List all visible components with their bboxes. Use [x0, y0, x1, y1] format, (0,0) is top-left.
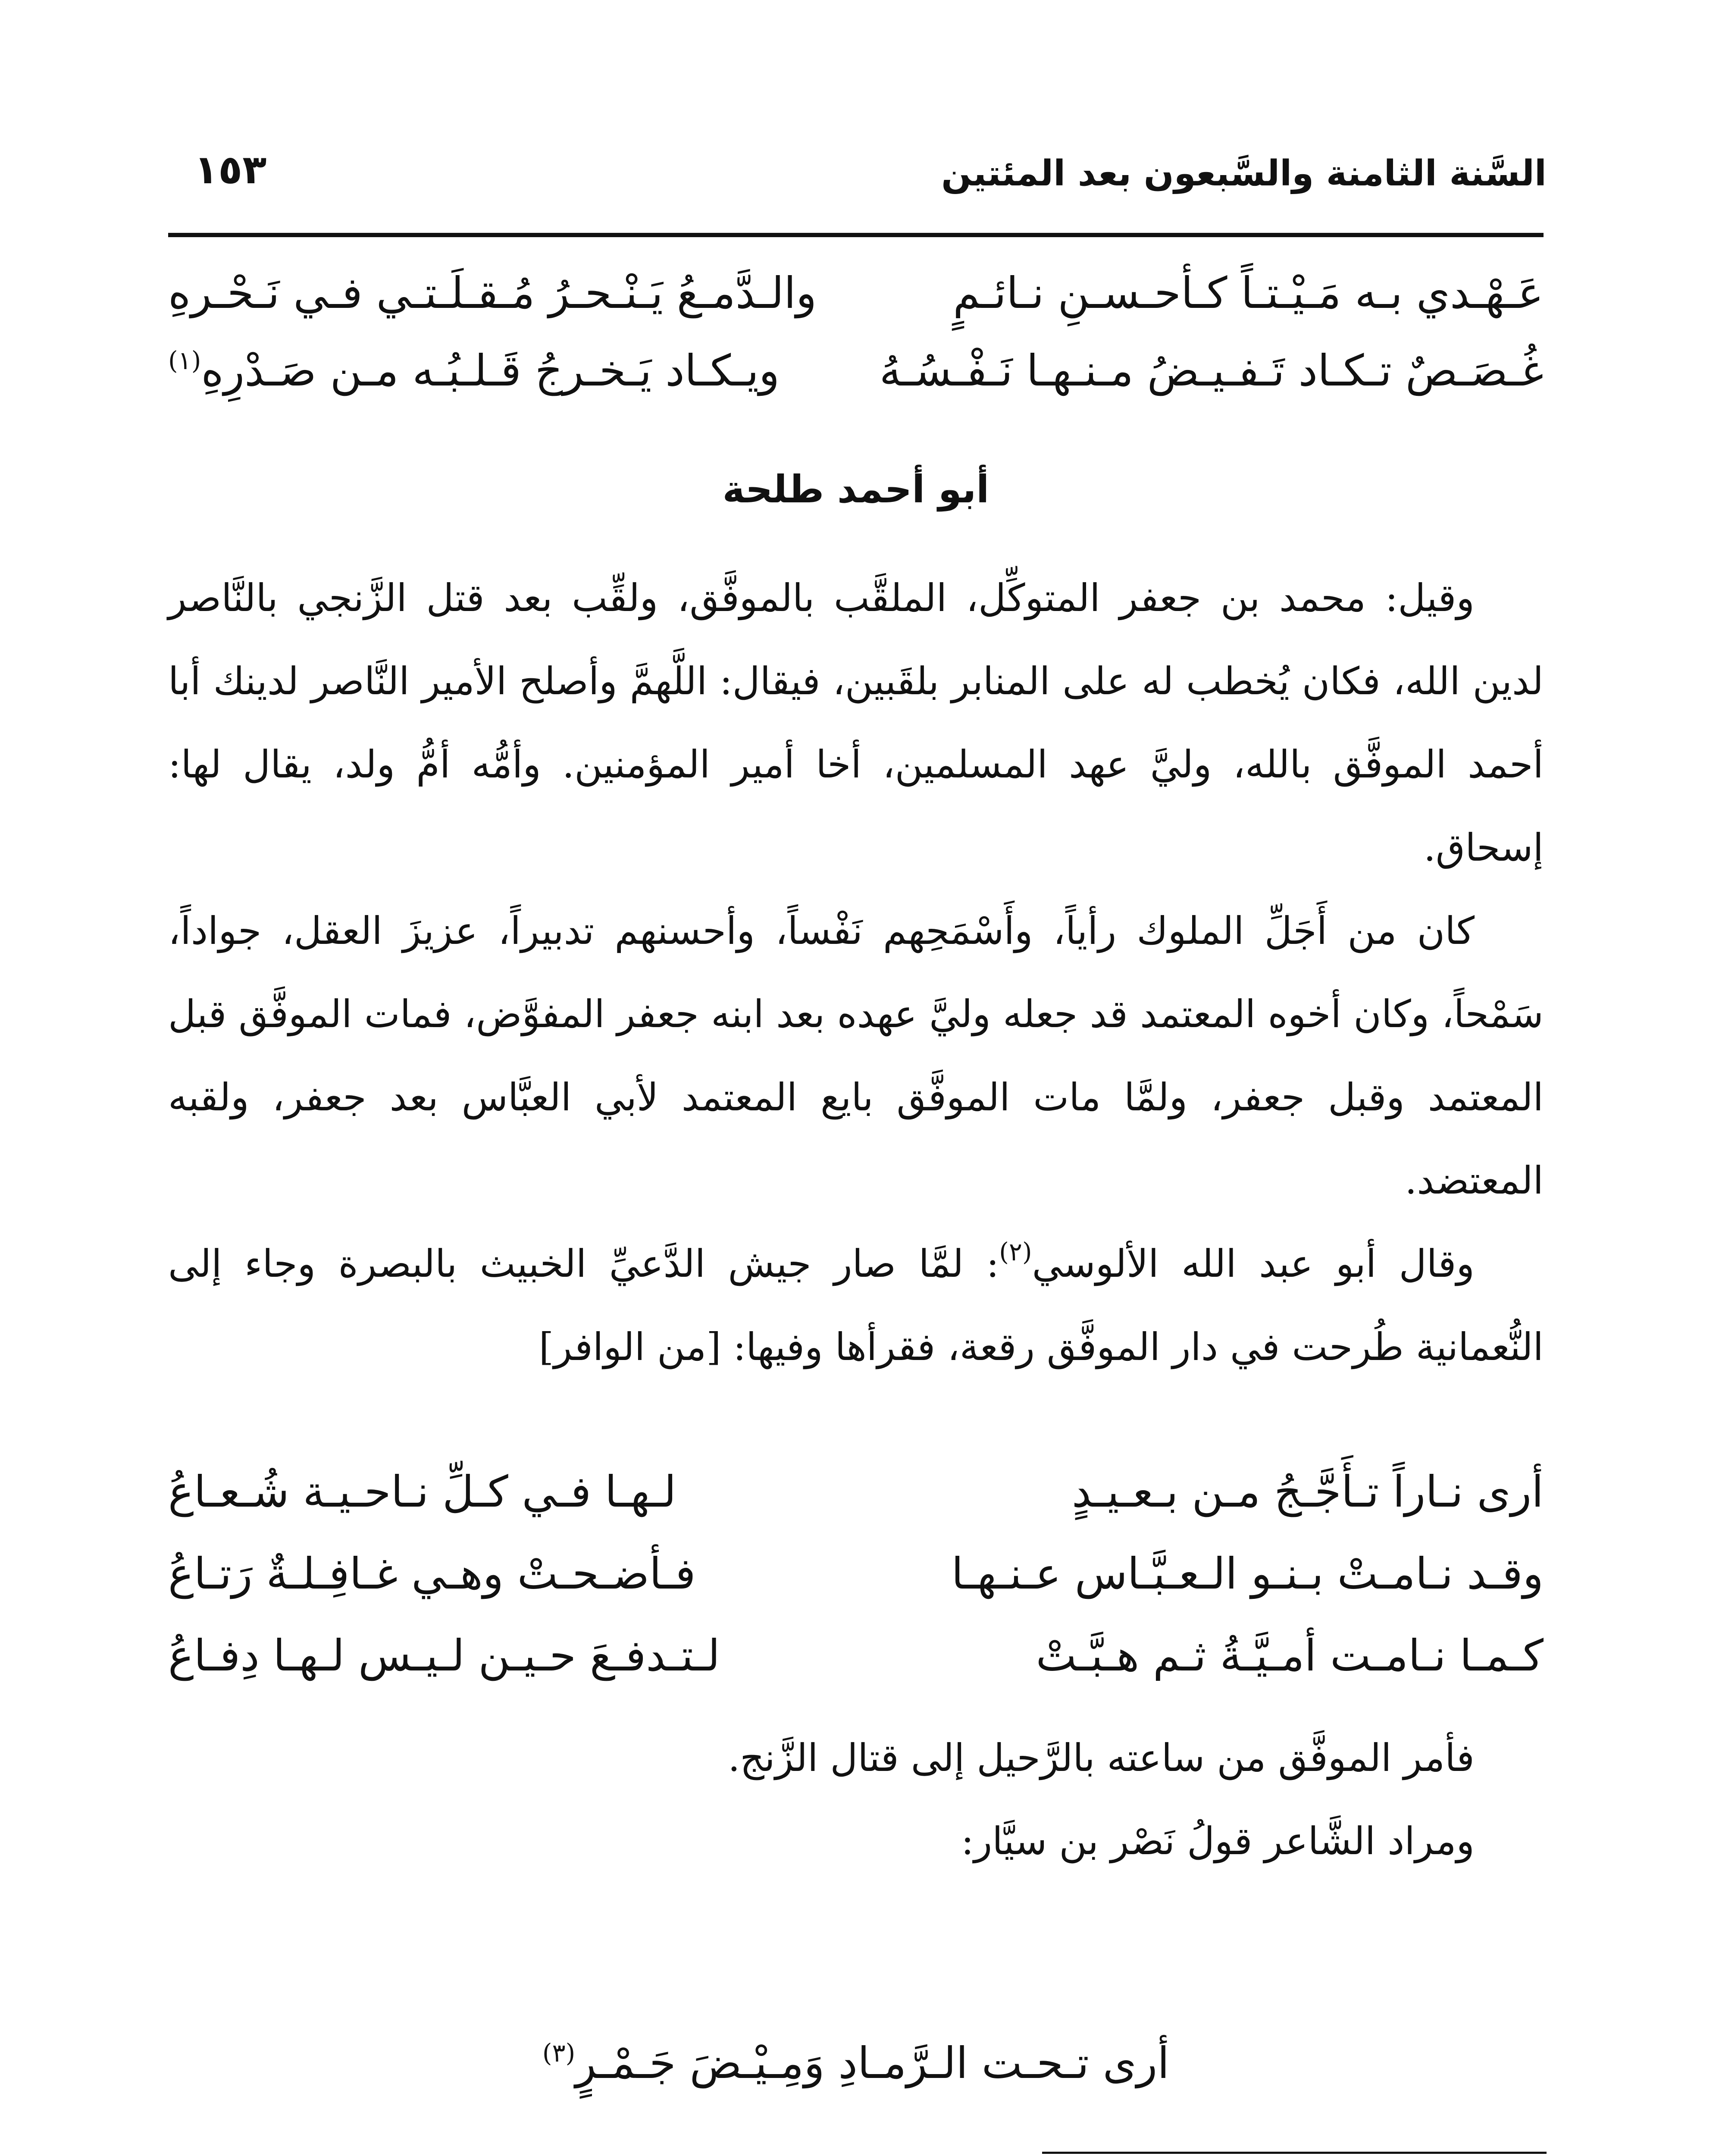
hemistich-first: وقـد نـامـتْ بـنـو الـعـبَّـاس عـنـهـا	[951, 1548, 1544, 1599]
footnote-separator	[1042, 2152, 1547, 2154]
hemistich-first: عَـهْـدي بـه مَـيْـتـاً كـأحـسـنِ نـائـمٍ	[953, 268, 1544, 318]
opening-verse-1	[168, 259, 1544, 328]
body-text-after-poem	[168, 1716, 1544, 1883]
centered-verse	[168, 2027, 1544, 2100]
running-title: السَّنة الثامنة والسَّبعون بعد المئتين	[941, 153, 1547, 194]
hemistich-first: كـمـا نـامـت أمـيَّـةُ ثـم هـبَّـتْ	[1036, 1630, 1544, 1681]
poem-verse-1	[168, 1457, 1544, 1526]
page-number: ١٥٣	[194, 147, 267, 193]
poem-verse-2	[168, 1539, 1544, 1608]
footnote-marker[interactable]: (٢)	[999, 1237, 1032, 1266]
paragraph-3	[168, 1222, 1544, 1388]
hemistich-first: أرى نـاراً تـأَجَّـجُ مـن بـعـيـدٍ	[1071, 1467, 1544, 1517]
hemistich-second: والـدَّمـعُ يَـنْـحـرُ مُـقـلَـتـي فـي نَـحْـرهِ	[168, 268, 817, 318]
hemistich-second: فـأضـحـتْ وهـي غـافِـلـةٌ رَتـاعُ	[168, 1548, 696, 1599]
footnote-marker[interactable]: (١)	[168, 346, 201, 375]
section-title: أبو أحمد طلحة	[722, 467, 989, 511]
hemistich-second	[168, 336, 780, 405]
hemistich-text: ويـكـاد يَـخـرجُ قَـلـبُـه مـن صَـدْرِهِ	[201, 345, 780, 396]
centered-verse-text: أرى تـحـت الـرَّمـادِ وَمِـيْـضَ جَـمْـرٍ	[575, 2038, 1170, 2088]
footnote-marker[interactable]: (٣)	[542, 2038, 576, 2068]
paragraph-4: فأمر الموفَّق من ساعته بالرَّحيل إلى قتال الزَّنج.	[728, 1736, 1475, 1780]
hemistich-second: لـهـا فـي كـلِّ نـاحـيـة شُـعـاعُ	[168, 1467, 676, 1517]
hemistich-second: لـتـدفـعَ حـيـن لـيـس لـهـا دِفـاعُ	[168, 1630, 720, 1681]
opening-verse-2	[168, 336, 1544, 405]
header-rule	[168, 233, 1544, 237]
paragraph-2: كان من أَجَلِّ الملوك رأياً، وأَسْمَحِهم نَفْساً، وأحسنهم تدبيراً، عزيزَ العقل، جواداً، سَمْحاً، وكان أخوه المعتمد قد جعله وليَّ عهده بعد ابنه جعفر المفوَّض، فمات الموفَّق قبل المعتمد وقبل جعفر، ولمَّا مات الموفَّق بايع المعتمد لأبي العبَّاس بعد جعفر، ولقبه المعتضد.	[168, 909, 1544, 1203]
paragraph-3-rest: : لمَّا صار جيش الدَّعيِّ الخبيث بالبصرة وجاء إلى النُّعمانية طُرحت في دار الموفَّق رقعة، فقرأها وفيها: [من الوافر]	[168, 1241, 1544, 1369]
poem-verse-3	[168, 1621, 1544, 1690]
paragraph-5: ومراد الشَّاعر قولُ نَصْر بن سيَّار:	[961, 1819, 1475, 1863]
paragraph-1: وقيل: محمد بن جعفر المتوكِّل، الملقَّب بالموفَّق، ولقِّب بعد قتل الزَّنجي بالنَّاصر لدين الله، فكان يُخطب له على المنابر بلقَبين، فيقال: اللَّهمَّ وأصلح الأمير النَّاصر لدينك أبا أحمد الموفَّق بالله، وليَّ عهد المسلمين، أخا أمير المؤمنين. وأمُّه أمُّ ولد، يقال لها: إسحاق.	[168, 576, 1544, 870]
paragraph-3-lead: وقال أبو عبد الله الألوسي	[1032, 1241, 1475, 1286]
hemistich-first: غُـصَـصٌ تـكـاد تَـفـيـضُ مـنـهـا نَـفْـسُـهُ	[879, 345, 1544, 396]
body-text	[168, 556, 1544, 1388]
